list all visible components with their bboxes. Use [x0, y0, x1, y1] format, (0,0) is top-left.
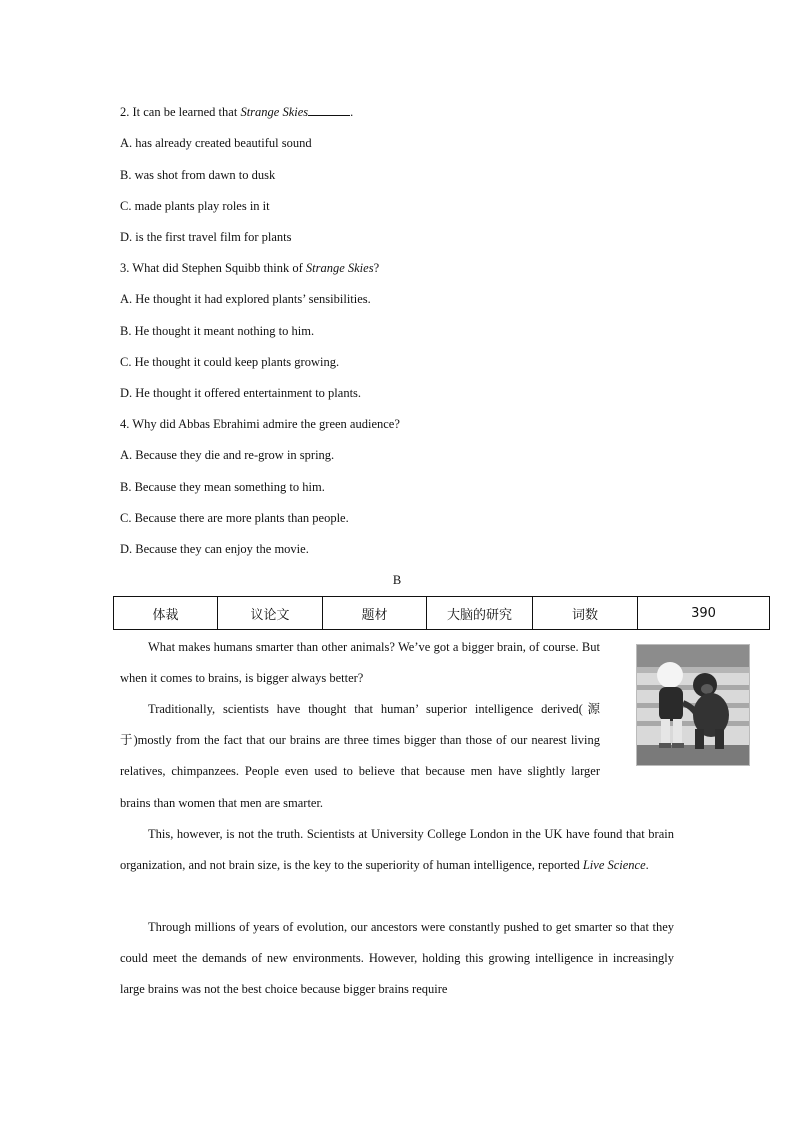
- table-cell-topic-value: 大脑的研究: [427, 597, 533, 630]
- stem-punctuation: .: [350, 105, 354, 119]
- table-cell-genre-value: 议论文: [218, 597, 323, 630]
- question-4-stem: 4. Why did Abbas Ebrahimi admire the green audience?: [120, 417, 400, 431]
- option-3a: A. He thought it had explored plants’ sensibilities.: [120, 292, 371, 306]
- option-4a: A. Because they die and re-grow in spring.: [120, 448, 335, 462]
- paragraph-punctuation: .: [645, 858, 649, 873]
- option-2c: C. made plants play roles in it: [120, 199, 270, 213]
- publication-name: Live Science: [582, 858, 646, 873]
- option-3b: B. He thought it meant nothing to him.: [120, 324, 315, 338]
- option-4c: C. Because there are more plants than people.: [120, 511, 349, 525]
- table-cell-genre-label: 体裁: [114, 597, 218, 630]
- paragraph-text: This, however, is not the truth. Scientists at University College London in the UK have found that brain organization, and not brain size, is the key to the superiority of human intelligence, reported: [120, 827, 674, 873]
- table-cell-wordcount-value: 390: [638, 597, 770, 630]
- stem-punctuation: ?: [373, 261, 380, 275]
- film-title: Strange Skies: [240, 105, 309, 119]
- option-4b: B. Because they mean something to him.: [120, 480, 325, 494]
- paragraph-text: What makes humans smarter than other animals? We’ve got a bigger brain, of course. But when it comes to brains, is bigger always better?: [120, 640, 600, 686]
- question-stem-text: 3. What did Stephen Squibb think of: [120, 261, 306, 275]
- table-row: [114, 597, 770, 630]
- passage-paragraph-3: [120, 819, 674, 881]
- option-2d: D. is the first travel film for plants: [120, 230, 292, 244]
- option-3d: D. He thought it offered entertainment to plants.: [120, 386, 362, 400]
- passage-paragraph-1: [120, 632, 600, 694]
- table-cell-wordcount-label: 词数: [533, 597, 638, 630]
- child-and-chimpanzee-photo: [636, 644, 750, 766]
- table-cell-topic-label: 题材: [323, 597, 427, 630]
- option-2a: A. has already created beautiful sound: [120, 136, 312, 150]
- paragraph-text: Through millions of years of evolution, our ancestors were constantly pushed to get smarter so that they could meet the demands of new environments. However, holding this growing intelligence in increasingly large brains was not the best choice because bigger brains require: [120, 920, 674, 997]
- option-2b: B. was shot from dawn to dusk: [120, 168, 276, 182]
- option-3c: C. He thought it could keep plants growing.: [120, 355, 340, 369]
- section-label: B: [392, 573, 402, 587]
- question-3-stem: [120, 260, 379, 276]
- passage-paragraph-2: [120, 694, 600, 819]
- passage-info-table: [113, 596, 770, 630]
- paragraph-text: Traditionally, scientists have thought that human’ superior intelligence derived(源于)mostly from the fact that our brains are three times bigger than those of our nearest living relatives, chimpanzees. People even used to believe that because men have slightly larger brains than women that men are smarter.: [120, 702, 600, 810]
- option-4d: D. Because they can enjoy the movie.: [120, 542, 309, 556]
- question-2-stem: [120, 104, 353, 120]
- film-title: Strange Skies: [305, 261, 374, 275]
- answer-blank: [308, 104, 350, 116]
- passage-paragraph-4: [120, 912, 674, 1006]
- photo-illustration: [637, 645, 749, 765]
- question-stem-text: 2. It can be learned that: [120, 105, 241, 119]
